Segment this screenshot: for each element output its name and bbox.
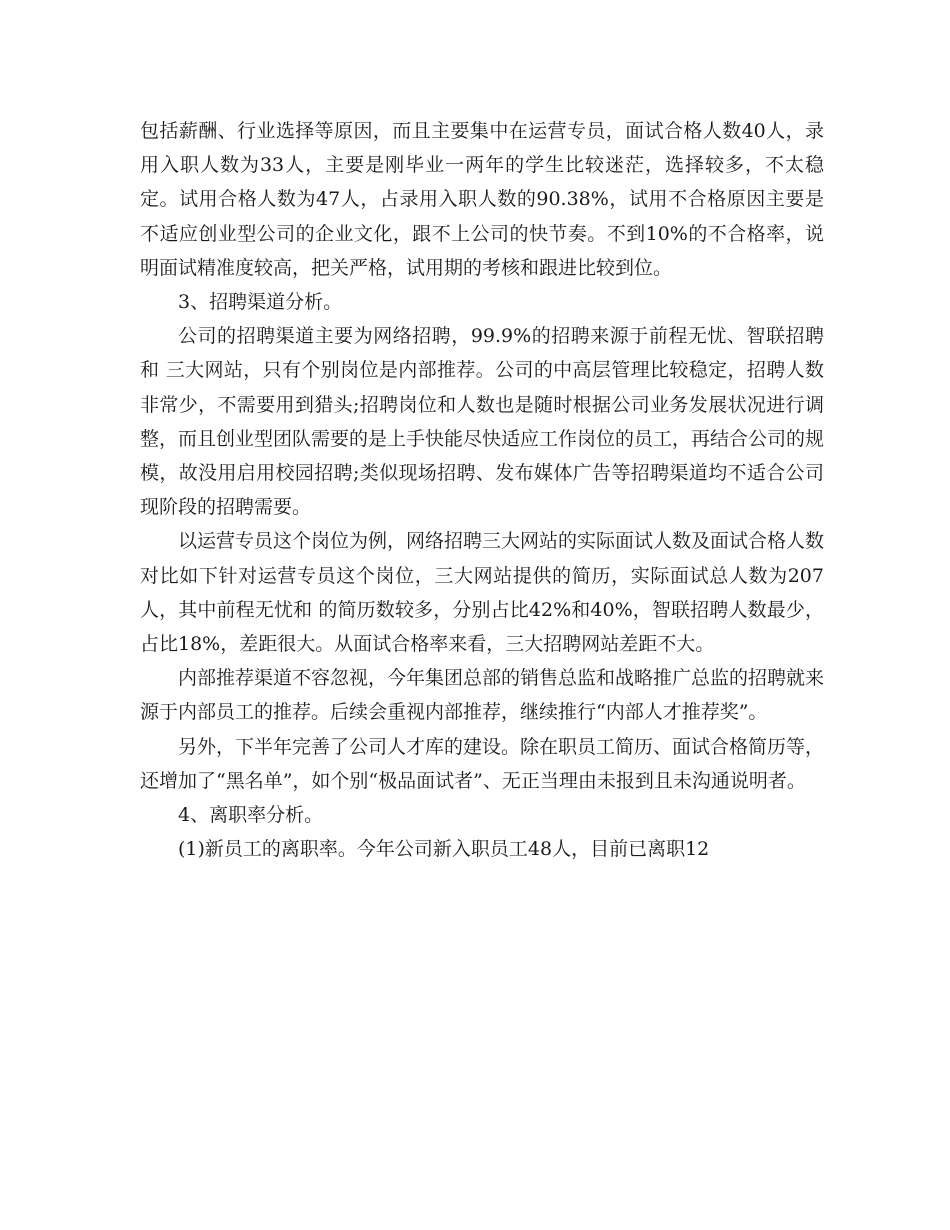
document-body <box>140 114 824 866</box>
section-heading-recruitment-channels: 3、招聘渠道分析。 <box>178 291 343 314</box>
paragraph-talent-pool: 另外，下半年完善了公司人才库的建设。除在职员工简历、面试合格简历等，还增加了“黑名单”，如个别“极品面试者”、无正当理由未报到且未沟通说明者。 <box>140 735 825 792</box>
section-heading-turnover: 4、离职率分析。 <box>178 804 324 827</box>
paragraph-new-employee-turnover: (1)新员工的离职率。今年公司新入职员工48人，目前已离职12 <box>178 838 710 861</box>
paragraph-operations-example: 以运营专员这个岗位为例，网络招聘三大网站的实际面试人数及面试合格人数对比如下针对运营专员这个岗位，三大网站提供的简历，实际面试总人数为207人，其中前程无忧和 的简历数较多，分别占比42%和40%，智联招聘人数最少，占比18%，差距很大。从面试合格率来看，三大招聘网站差距不大。 <box>140 530 825 656</box>
paragraph-trial-results: 包括薪酬、行业选择等原因，而且主要集中在运营专员，面试合格人数40人，录用入职人数为33人，主要是刚毕业一两年的学生比较迷茫，选择较多，不太稳定。试用合格人数为47人，占录用入职人数的90.38%，试用不合格原因主要是不适应创业型公司的企业文化，跟不上公司的快节奏。不到10%的不合格率，说明面试精准度较高，把关严格，试用期的考核和跟进比较到位。 <box>140 120 824 279</box>
paragraph-internal-referral: 内部推荐渠道不容忽视，今年集团总部的销售总监和战略推广总监的招聘就来源于内部员工的推荐。后续会重视内部推荐，继续推行“内部人才推荐奖”。 <box>140 667 825 724</box>
paragraph-channel-overview: 公司的招聘渠道主要为网络招聘，99.9%的招聘来源于前程无忧、智联招聘和 三大网站，只有个别岗位是内部推荐。公司的中高层管理比较稳定，招聘人数非常少，不需要用到猎头;招聘岗位和人数也是随时根据公司业务发展状况进行调整，而且创业型团队需要的是上手快能尽快适应工作岗位的员工，再结合公司的规模，故没用启用校园招聘;类似现场招聘、发布媒体广告等招聘渠道均不适合公司现阶段的招聘需要。 <box>140 325 825 519</box>
